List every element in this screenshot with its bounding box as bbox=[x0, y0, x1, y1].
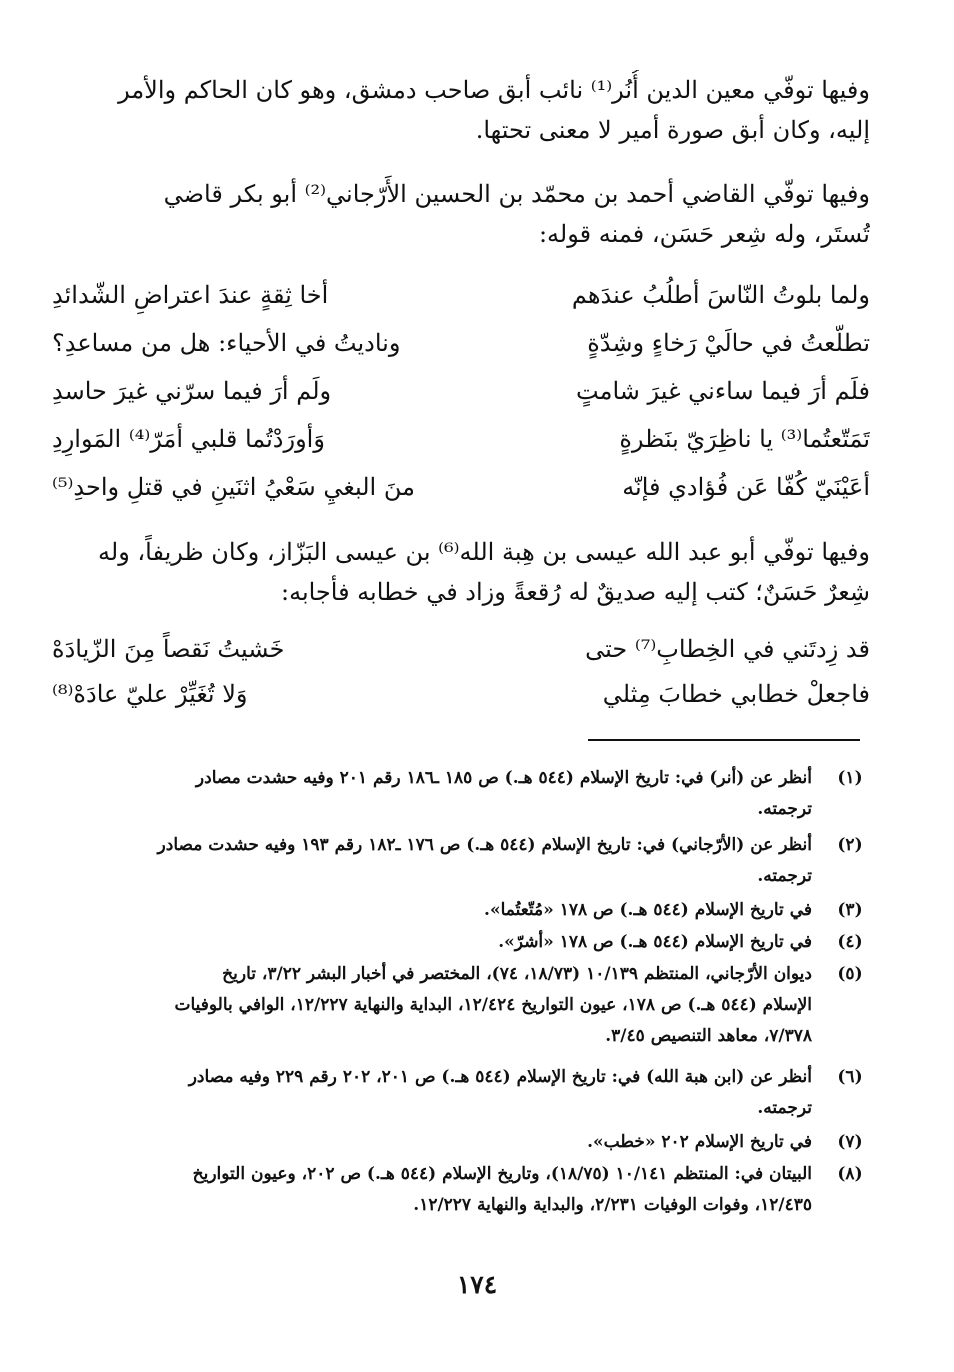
verse-first-hemistich: أعَيْنَيّ كُفّا عَن فُؤادي فإنّه bbox=[622, 473, 870, 501]
footnote bbox=[52, 895, 870, 926]
footnote-number: (٣) bbox=[837, 900, 863, 920]
verse-second-hemistich: منَ البغيِ سَعْيُ اثنَينِ في قتلِ واحدِ⁽⁵⁾ bbox=[52, 473, 415, 501]
footnote-number: (٤) bbox=[837, 932, 863, 952]
page-number: ١٧٤ bbox=[456, 1270, 498, 1299]
poem-verse bbox=[52, 321, 870, 365]
verse-first-hemistich: تَمَتّعتُما⁽³⁾ يا ناظِرَيّ بنَظرةٍ bbox=[619, 425, 870, 453]
verse-second-hemistich: وناديتُ في الأحياء: هل من مساعدِ؟ bbox=[52, 329, 401, 357]
footnote-number: (٦) bbox=[837, 1067, 863, 1087]
footnote bbox=[52, 927, 870, 958]
paragraph-line: وفيها توفّي أبو عبد الله عيسى بن هِبة الله⁽⁶⁾ بن عيسى البَزّاز، وكان ظريفاً، وله bbox=[98, 538, 870, 566]
verse-second-hemistich: وَأورَدْتُما قلبي أمَرّ⁽⁴⁾ المَوارِدِ bbox=[52, 425, 325, 453]
footnote-line: البيتان في: المنتظم ١٠/١٤١ (١٨/٧٥)، وتاريخ الإسلام (٥٤٤ هـ.) ص ٢٠٢، وعيون التواريخ bbox=[192, 1164, 812, 1184]
footnote-line: في تاريخ الإسلام (٥٤٤ هـ.) ص ١٧٨ «أشرّ». bbox=[498, 932, 812, 952]
verse-second-hemistich: خَشيتُ نَقصاً مِنَ الزّيادَهْ bbox=[52, 635, 285, 663]
poem-verse bbox=[52, 369, 870, 413]
footnote-line: أنظر عن (ابن هبة الله) في: تاريخ الإسلام (٥٤٤ هـ.) ص ٢٠١، ٢٠٢ رقم ٢٢٩ وفيه مصادر bbox=[188, 1067, 812, 1087]
verse-first-hemistich: فاجعلْ خطابي خطابَ مِثلي bbox=[602, 680, 870, 708]
footnote bbox=[52, 1127, 870, 1158]
paragraph-line: إليه، وكان أبق صورة أمير لا معنى تحتها. bbox=[475, 116, 870, 144]
paragraph-line: تُستَر، وله شِعر حَسَن، فمنه قوله: bbox=[538, 220, 870, 248]
footnote-divider bbox=[588, 739, 860, 741]
footnote-line: أنظر عن (الأرّجاني) في: تاريخ الإسلام (٥٤٤ هـ.) ص ١٧٦ ـ١٨٢ رقم ١٩٣ وفيه حشدت مصادر bbox=[157, 835, 812, 855]
footnote bbox=[52, 1159, 870, 1221]
footnote-line: في تاريخ الإسلام (٥٤٤ هـ.) ص ١٧٨ «مُتّعتُما». bbox=[484, 900, 812, 920]
footnote-line: ترجمته. bbox=[757, 866, 812, 886]
verse-first-hemistich: قد زِدتَني في الخِطابِ⁽⁷⁾ حتى bbox=[585, 635, 870, 663]
footnote bbox=[52, 830, 870, 892]
footnote-number: (٨) bbox=[837, 1164, 863, 1184]
footnote-line: ٧/٣٧٨، معاهد التنصيص ٣/٤٥. bbox=[605, 1026, 812, 1046]
footnote-line: ١٢/٤٣٥، وفوات الوفيات ٢/٢٣١، والبداية والنهاية ١٢/٢٢٧. bbox=[413, 1195, 812, 1215]
footnote-line: أنظر عن (أنر) في: تاريخ الإسلام (٥٤٤ هـ.) ص ١٨٥ ـ١٨٦ رقم ٢٠١ وفيه حشدت مصادر bbox=[195, 768, 812, 788]
poem-verse bbox=[52, 672, 870, 716]
poem-verse bbox=[52, 417, 870, 461]
footnote bbox=[52, 959, 870, 1052]
poem-verse bbox=[52, 465, 870, 509]
footnote-number: (٢) bbox=[837, 835, 863, 855]
footnote-line: الإسلام (٥٤٤ هـ.) ص ١٧٨، عيون التواريخ ١٢/٤٢٤، البداية والنهاية ١٢/٢٢٧، الوافي بالوفيات bbox=[174, 995, 812, 1015]
poem-verse bbox=[52, 627, 870, 671]
paragraph-line: وفيها توفّي القاضي أحمد بن محمّد بن الحسين الأَرّجاني⁽²⁾ أبو بكر قاضي bbox=[163, 180, 870, 208]
footnote bbox=[52, 763, 870, 825]
footnote-line: ترجمته. bbox=[757, 799, 812, 819]
paragraph-line: شِعرٌ حَسَنٌ؛ كتب إليه صديقٌ له رُقعةً وزاد في خطابه فأجابه: bbox=[280, 578, 870, 606]
verse-first-hemistich: تطلّعتُ في حالَيْ رَخاءٍ وشِدّةٍ bbox=[587, 329, 870, 357]
poem-verse bbox=[52, 273, 870, 317]
paragraph-isa bbox=[52, 532, 870, 612]
footnote-number: (٥) bbox=[837, 964, 863, 984]
paragraph-line: وفيها توفّي معين الدين أُنُر⁽¹⁾ نائب أبق صاحب دمشق، وهو كان الحاكم والأمر bbox=[118, 76, 870, 104]
verse-first-hemistich: فلَم أرَ فيما ساءني غيرَ شامتٍ bbox=[576, 377, 870, 405]
footnote-line: في تاريخ الإسلام ٢٠٢ «خطب». bbox=[587, 1132, 812, 1152]
paragraph-anur bbox=[52, 70, 870, 150]
footnote-line: ترجمته. bbox=[757, 1098, 812, 1118]
footnote-number: (٧) bbox=[837, 1132, 863, 1152]
footnote bbox=[52, 1062, 870, 1124]
footnote-line: ديوان الأرّجاني، المنتظم ١٠/١٣٩ (١٨/٧٣، ٧٤)، المختصر في أخبار البشر ٣/٢٢، تاريخ bbox=[222, 964, 812, 984]
verse-second-hemistich: أخا ثِقةٍ عندَ اعتراضِ الشّدائدِ bbox=[52, 281, 329, 309]
verse-second-hemistich: ولَم أرَ فيما سرّني غيرَ حاسدِ bbox=[52, 377, 332, 405]
footnote-number: (١) bbox=[837, 768, 863, 788]
verse-second-hemistich: وَلا تُغَيِّرْ عليّ عادَهْ⁽⁸⁾ bbox=[52, 680, 248, 708]
verse-first-hemistich: ولما بلوتُ النّاسَ أطلُبُ عندَهم bbox=[571, 281, 870, 309]
paragraph-arrajani bbox=[52, 174, 870, 254]
